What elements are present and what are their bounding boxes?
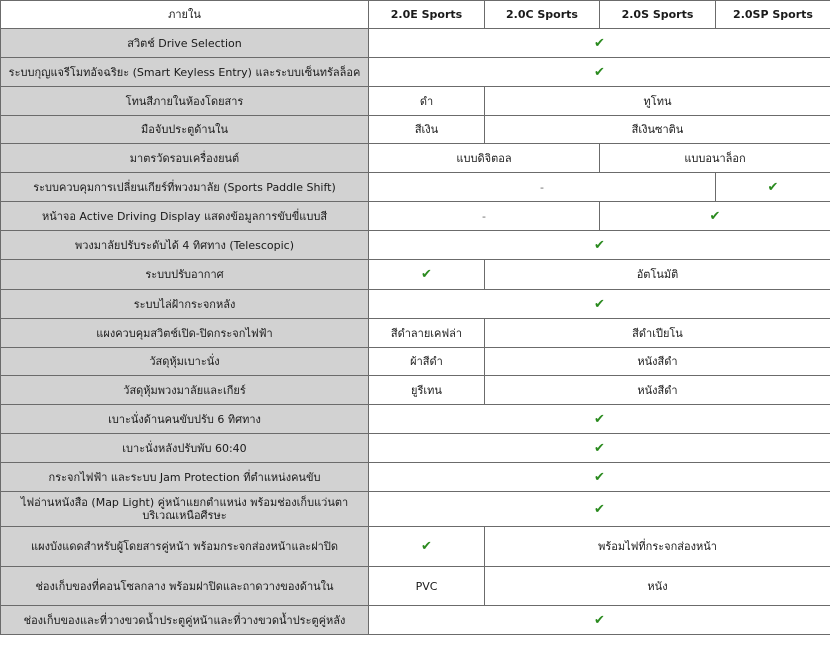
- value-text: สีดำเปียโน: [632, 326, 683, 340]
- table-row: [1, 405, 830, 434]
- feature-label: วัสดุหุ้มพวงมาลัยและเกียร์: [1, 376, 369, 405]
- check-cell: [369, 606, 830, 635]
- value-text: แบบอนาล็อก: [684, 151, 746, 165]
- check-icon: ✔: [709, 208, 721, 224]
- check-icon: ✔: [594, 296, 605, 312]
- model-header: 2.0E Sports: [369, 1, 485, 29]
- value-text: แบบดิจิตอล: [456, 151, 512, 165]
- table-row: [1, 231, 830, 260]
- not-available-mark: -: [540, 180, 544, 194]
- not-available-mark: -: [482, 209, 486, 223]
- table-row: [1, 492, 830, 527]
- feature-label: แผงบังแดดสำหรับผู้โดยสารคู่หน้า พร้อมกระจกส่องหน้าและฝาปิด: [1, 527, 369, 567]
- value-cell: [485, 348, 830, 376]
- check-cell: [369, 463, 830, 492]
- value-cell: [485, 260, 830, 290]
- table-row: [1, 606, 830, 635]
- feature-label: โทนสีภายในห้องโดยสาร: [1, 87, 369, 116]
- check-icon: ✔: [594, 35, 605, 51]
- value-cell: [600, 144, 830, 173]
- check-icon: ✔: [421, 539, 432, 554]
- value-cell: [369, 87, 485, 116]
- feature-label: มาตรวัดรอบเครื่องยนต์: [1, 144, 369, 173]
- value-text: PVC: [415, 579, 438, 593]
- feature-label: มือจับประตูด้านใน: [1, 116, 369, 144]
- check-icon: ✔: [594, 411, 605, 427]
- check-icon: ✔: [594, 612, 605, 628]
- feature-column-header: ภายใน: [1, 1, 369, 29]
- value-text: ทูโทน: [643, 94, 672, 108]
- feature-label: เบาะนั่งด้านคนขับปรับ 6 ทิศทาง: [1, 405, 369, 434]
- value-text: ผ้าสีดำ: [410, 355, 443, 368]
- table-row: [1, 319, 830, 348]
- value-text: สีดำลายเคฟล่า: [390, 326, 463, 340]
- value-text: พร้อมไฟที่กระจกส่องหน้า: [598, 540, 717, 553]
- check-cell: [369, 260, 485, 290]
- check-cell: [600, 202, 830, 231]
- check-icon: ✔: [767, 179, 779, 195]
- value-text: ดำ: [419, 94, 434, 108]
- dash-cell: [369, 202, 600, 231]
- feature-label: ช่องเก็บของที่คอนโซลกลาง พร้อมฝาปิดและถาดวางของด้านใน: [1, 567, 369, 606]
- value-cell: [369, 567, 485, 606]
- feature-label: ระบบปรับอากาศ: [1, 260, 369, 290]
- check-cell: [716, 173, 830, 202]
- table-body: [1, 29, 830, 635]
- table-row: [1, 58, 830, 87]
- check-cell: [369, 492, 830, 527]
- value-text: หนังสีดำ: [637, 355, 678, 368]
- check-cell: [369, 405, 830, 434]
- value-text: สีเงินซาติน: [631, 123, 684, 136]
- model-header: 2.0S Sports: [600, 1, 716, 29]
- value-text: ยูรีเทน: [411, 383, 442, 397]
- feature-label: วัสดุหุ้มเบาะนั่ง: [1, 348, 369, 376]
- check-cell: [369, 290, 830, 319]
- table-row: [1, 527, 830, 567]
- feature-label: สวิตช์ Drive Selection: [1, 29, 369, 58]
- table-row: [1, 173, 830, 202]
- check-icon: ✔: [594, 64, 605, 80]
- value-cell: [369, 116, 485, 144]
- table-row: [1, 202, 830, 231]
- value-text: อัตโนมัติ: [636, 268, 679, 281]
- value-cell: [485, 87, 830, 116]
- table-row: [1, 348, 830, 376]
- table-row: [1, 290, 830, 319]
- check-icon: ✔: [594, 469, 605, 485]
- feature-label: พวงมาลัยปรับระดับได้ 4 ทิศทาง (Telescopic): [1, 231, 369, 260]
- value-cell: [369, 376, 485, 405]
- feature-label: ช่องเก็บของและที่วางขวดน้ำประตูคู่หน้าและที่วางขวดน้ำประตูคู่หลัง: [1, 606, 369, 635]
- feature-label: หน้าจอ Active Driving Display แสดงข้อมูลการขับขี่แบบสี: [1, 202, 369, 231]
- value-cell: [485, 567, 830, 606]
- check-icon: ✔: [594, 440, 605, 456]
- table-row: [1, 144, 830, 173]
- check-icon: ✔: [421, 267, 432, 282]
- value-text: หนัง: [647, 579, 668, 593]
- feature-label: ไฟอ่านหนังสือ (Map Light) คู่หน้าแยกตำแหน่ง พร้อมช่องเก็บแว่นตาบริเวณเหนือศีรษะ: [1, 492, 369, 527]
- model-header: 2.0SP Sports: [716, 1, 830, 29]
- check-cell: [369, 434, 830, 463]
- value-cell: [485, 319, 830, 348]
- check-icon: ✔: [594, 501, 605, 517]
- table-row: [1, 463, 830, 492]
- table-row: [1, 29, 830, 58]
- value-text: สีเงิน: [414, 123, 439, 136]
- value-cell: [485, 376, 830, 405]
- dash-cell: [369, 173, 716, 202]
- value-cell: [369, 144, 600, 173]
- header-row: [1, 1, 830, 29]
- feature-label: ระบบกุญแจรีโมทอัจฉริยะ (Smart Keyless Entry) และระบบเซ็นทรัลล็อค: [1, 58, 369, 87]
- table-row: [1, 87, 830, 116]
- check-cell: [369, 231, 830, 260]
- table-row: [1, 434, 830, 463]
- feature-label: ระบบไล่ฝ้ากระจกหลัง: [1, 290, 369, 319]
- value-text: หนังสีดำ: [637, 383, 678, 397]
- feature-label: แผงควบคุมสวิตช์เปิด-ปิดกระจกไฟฟ้า: [1, 319, 369, 348]
- check-icon: ✔: [594, 237, 605, 253]
- value-cell: [485, 527, 830, 567]
- value-cell: [485, 116, 830, 144]
- value-cell: [369, 348, 485, 376]
- table-row: [1, 260, 830, 290]
- table-row: [1, 116, 830, 144]
- check-cell: [369, 58, 830, 87]
- feature-label: เบาะนั่งหลังปรับพับ 60:40: [1, 434, 369, 463]
- feature-label: กระจกไฟฟ้า และระบบ Jam Protection ที่ตำแหน่งคนขับ: [1, 463, 369, 492]
- check-cell: [369, 527, 485, 567]
- table-row: [1, 376, 830, 405]
- value-cell: [369, 319, 485, 348]
- table-row: [1, 567, 830, 606]
- feature-label: ระบบควบคุมการเปลี่ยนเกียร์ที่พวงมาลัย (Sports Paddle Shift): [1, 173, 369, 202]
- model-header: 2.0C Sports: [485, 1, 600, 29]
- check-cell: [369, 29, 830, 58]
